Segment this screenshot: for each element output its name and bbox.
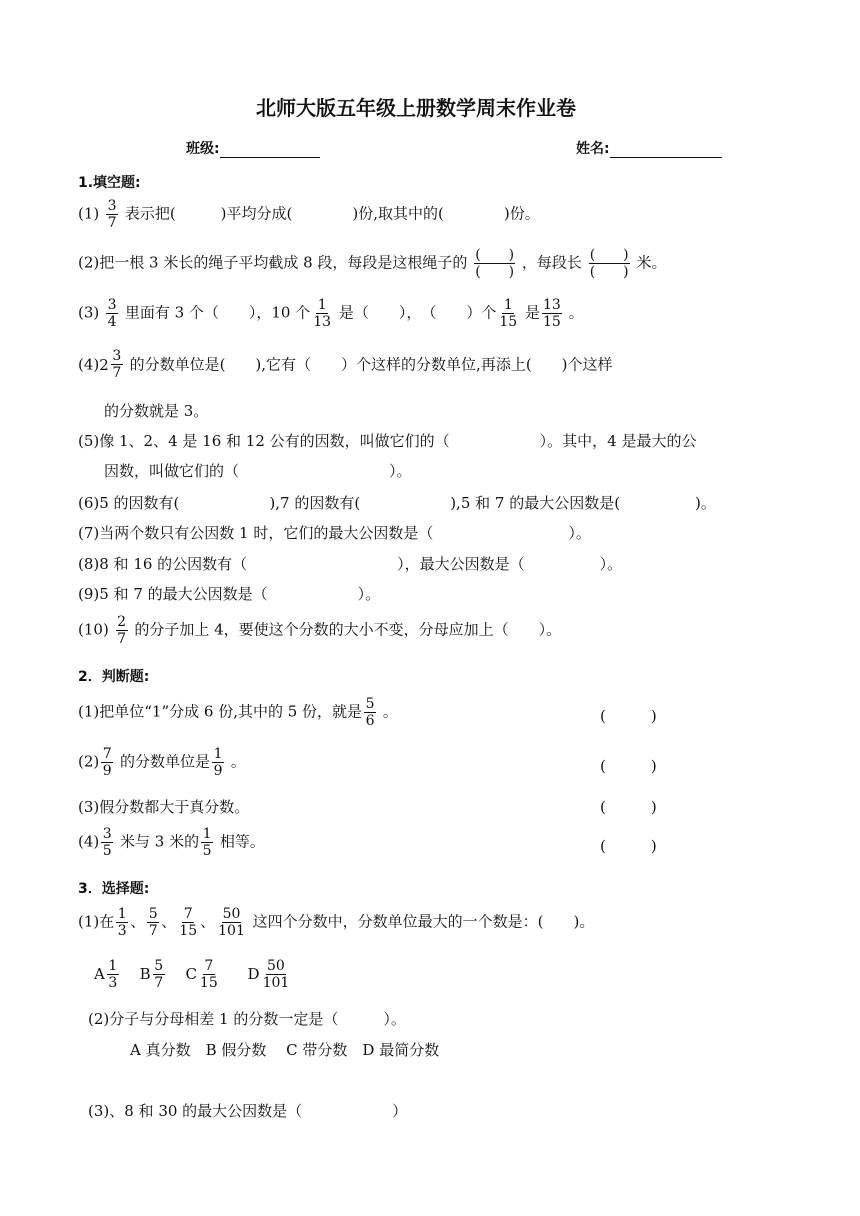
option-c: C $\frac{7}{15}$	[185, 958, 218, 991]
question-number: (1)	[78, 204, 100, 223]
fraction: $\frac{7}{9}$	[102, 746, 112, 779]
section-choice-heading: 3．选择题:	[78, 881, 150, 897]
fill-question-6: (6)5 的因数有( ),7 的因数有( ),5 和 7 的最大公因数是( )。	[78, 494, 716, 512]
fill-question-8: (8)8 和 16 的公因数有（ ），最大公因数是（ ）。	[78, 555, 623, 573]
choice-question-1-options	[94, 958, 292, 991]
name-field	[576, 138, 722, 158]
question-number: (10)	[78, 620, 109, 639]
question-text: (1)在	[78, 912, 115, 931]
fill-question-4	[78, 348, 613, 381]
question-text: 里面有 3 个（ ），10 个	[124, 303, 311, 322]
option-d: D $\frac{50}{101}$	[247, 958, 290, 991]
judge-answer-4: ( )	[600, 837, 657, 855]
question-text: 。	[568, 303, 584, 322]
question-text: 相等。	[219, 832, 265, 851]
judge-question-2	[78, 746, 246, 779]
fraction: $\frac{2}{7}$	[117, 614, 127, 647]
question-text: 是（ ）， （ ）个	[338, 303, 497, 322]
question-text: 这四个分数中，分数单位最大的一个数是：( )。	[252, 912, 595, 931]
fraction: $\frac{5}{7}$	[148, 906, 158, 939]
fill-question-9: (9)5 和 7 的最大公因数是（ ）。	[78, 585, 381, 603]
question-text: 米。	[636, 253, 667, 272]
fill-question-5-cont: 因数，叫做它们的（ ）。	[104, 462, 412, 480]
name-blank	[610, 143, 722, 158]
judge-answer-3: ( )	[600, 798, 657, 816]
option-a: A $\frac{1}{3}$	[94, 958, 118, 991]
question-text: (1)把单位“1”分成 6 份,其中的 5 份，就是	[78, 702, 363, 721]
question-text: 表示把( )平均分成( )份,取其中的( )份。	[124, 204, 540, 223]
fill-question-7: (7)当两个数只有公因数 1 时，它们的最大公因数是（ ）。	[78, 524, 591, 542]
fill-question-2	[78, 247, 666, 280]
fraction: $\frac{50}{101}$	[218, 906, 245, 939]
fraction: $\frac{1}{3}$	[117, 906, 127, 939]
fill-question-1	[78, 198, 540, 231]
answer-fraction-blank: $\frac{( )}{( )}$	[475, 247, 515, 280]
question-text: 。	[382, 702, 398, 721]
class-blank	[220, 143, 320, 158]
choice-question-1: (1)在 $\frac{1}{3}$ 、 $\frac{5}{7}$ 、 $\frac{7}{15}$ 、 $\frac{50}{101}$ 这四个分数中，分数单位最大的一个数是：( )。	[78, 906, 595, 939]
question-text: 的分数单位是	[120, 752, 211, 771]
section-judge-heading: 2．判断题:	[78, 669, 150, 685]
question-text: 的分数单位是( ),它有（ ）个这样的分数单位,再添上( )个这样	[129, 355, 613, 374]
fraction: $\frac{1}{5}$	[202, 826, 212, 859]
judge-question-3: (3)假分数都大于真分数。	[78, 798, 250, 816]
choice-question-3: (3)、8 和 30 的最大公因数是（ ）	[88, 1102, 408, 1120]
question-text: ，每段长	[521, 253, 582, 272]
option-b: B $\frac{5}{7}$	[139, 958, 164, 991]
question-number: (3)	[78, 303, 100, 322]
fill-question-3	[78, 297, 584, 330]
fill-question-10	[78, 614, 561, 647]
choice-question-2: (2)分子与分母相差 1 的分数一定是（ ）。	[88, 1010, 406, 1028]
fraction: $\frac{1}{15}$	[499, 297, 518, 330]
judge-answer-1: ( )	[600, 707, 657, 725]
class-field	[186, 138, 320, 158]
fraction: $\frac{7}{15}$	[179, 906, 198, 939]
fraction: $\frac{13}{15}$	[543, 297, 561, 330]
fraction: $\frac{1}{13}$	[313, 297, 332, 330]
judge-answer-2: ( )	[600, 757, 657, 775]
answer-fraction-blank: $\frac{( )}{( )}$	[589, 247, 629, 280]
fill-question-4-cont: 的分数就是 3。	[104, 402, 209, 420]
question-number: (2)	[78, 752, 100, 771]
fraction: $\frac{3}{7}$	[107, 198, 117, 231]
mixed-number: 2 $\frac{3}{7}$	[99, 348, 122, 381]
fill-question-5: (5)像 1、2、4 是 16 和 12 公有的因数，叫做它们的（ ）。其中，4 是最大的公	[78, 432, 697, 450]
fraction: $\frac{3}{4}$	[107, 297, 117, 330]
name-label: 姓名:	[576, 141, 610, 157]
section-fill-heading: 1.填空题:	[78, 175, 141, 191]
question-text: 。	[230, 752, 246, 771]
question-text: 的分子加上 4，要使这个分数的大小不变，分母应加上（ ）。	[134, 620, 562, 639]
question-number: (4)	[78, 832, 100, 851]
fraction: $\frac{3}{5}$	[102, 826, 112, 859]
question-number: (4)	[78, 355, 100, 374]
fraction: $\frac{5}{6}$	[365, 696, 375, 729]
page-title: 北师大版五年级上册数学周末作业卷	[256, 96, 576, 120]
question-text: 米与 3 米的	[120, 832, 200, 851]
judge-question-1	[78, 696, 398, 729]
class-label: 班级:	[186, 141, 220, 157]
question-text: (2)把一根 3 米长的绳子平均截成 8 段，每段是这根绳子的	[78, 253, 468, 272]
question-text: 是	[524, 303, 540, 322]
choice-question-2-options: A 真分数 B 假分数 C 带分数 D 最简分数	[130, 1041, 440, 1059]
judge-question-4	[78, 826, 265, 859]
fraction: $\frac{1}{9}$	[213, 746, 223, 779]
